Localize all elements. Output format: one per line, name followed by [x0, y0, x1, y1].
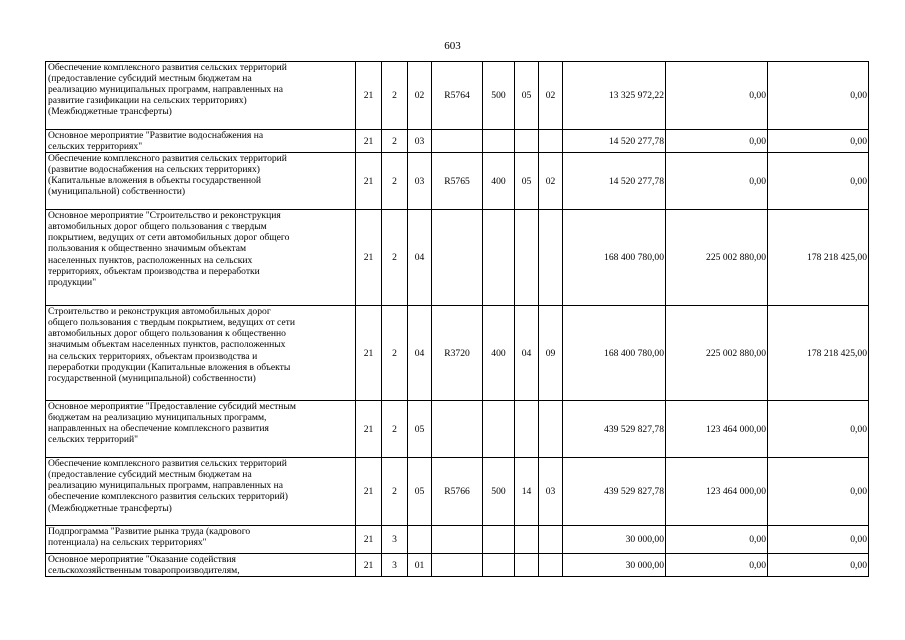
cell-expense-type	[483, 401, 515, 458]
cell-activity: 03	[408, 130, 432, 153]
cell-expense-type: 500	[483, 458, 515, 526]
cell-subsection: 09	[539, 306, 563, 401]
budget-table	[45, 61, 869, 577]
cell-amount-2: 0,00	[666, 62, 768, 130]
table-row	[46, 62, 869, 130]
cell-amount-2: 0,00	[666, 554, 768, 577]
cell-subsection: 02	[539, 153, 563, 210]
cell-section	[515, 554, 539, 577]
cell-activity	[408, 526, 432, 554]
cell-gp: 21	[356, 130, 382, 153]
cell-expense-type	[483, 210, 515, 306]
cell-expense-type: 400	[483, 153, 515, 210]
cell-section: 05	[515, 62, 539, 130]
table-body	[46, 62, 869, 577]
row-description: Строительство и реконструкция автомобильных дорог общего пользования с твердым покрытием, ведущих от сети автомобильных дорог общего пользования к общественно значимым объектам населенных пунктов, расположенных на сельских территориях, объектам производства и переработки продукции (Капитальные вложения в объекты государственной (муниципальной) собственности)	[46, 306, 356, 401]
cell-section	[515, 401, 539, 458]
cell-amount-3: 0,00	[768, 401, 869, 458]
cell-expense-type	[483, 554, 515, 577]
cell-amount-1: 439 529 827,78	[563, 458, 666, 526]
cell-section: 05	[515, 153, 539, 210]
row-description: Обеспечение комплексного развития сельских территорий (развитие водоснабжения на сельских территориях) (Капитальные вложения в объекты государственной (муниципальной) собственности)	[46, 153, 356, 210]
row-description: Основное мероприятие "Строительство и реконструкция автомобильных дорог общего пользования с твердым покрытием, ведущих от сети автомобильных дорог общего пользования к общественно значимым объектам населенных пунктов, расположенных на сельских территориях, объектам производства и переработки продукции"	[46, 210, 356, 306]
cell-amount-1: 13 325 972,22	[563, 62, 666, 130]
cell-subsection	[539, 554, 563, 577]
cell-amount-1: 30 000,00	[563, 554, 666, 577]
cell-section	[515, 210, 539, 306]
cell-target-code	[432, 526, 483, 554]
table-row	[46, 153, 869, 210]
cell-gp: 21	[356, 554, 382, 577]
cell-target-code: R5764	[432, 62, 483, 130]
cell-activity: 03	[408, 153, 432, 210]
cell-amount-1: 14 520 277,78	[563, 153, 666, 210]
cell-activity: 05	[408, 458, 432, 526]
cell-target-code	[432, 210, 483, 306]
cell-gp: 21	[356, 306, 382, 401]
cell-amount-1: 168 400 780,00	[563, 306, 666, 401]
cell-expense-type: 400	[483, 306, 515, 401]
cell-amount-3: 0,00	[768, 458, 869, 526]
table-row	[46, 458, 869, 526]
cell-target-code: R5765	[432, 153, 483, 210]
cell-gp: 21	[356, 401, 382, 458]
cell-subprogram: 2	[382, 306, 408, 401]
cell-amount-2: 225 002 880,00	[666, 210, 768, 306]
cell-amount-3: 0,00	[768, 526, 869, 554]
cell-amount-3: 178 218 425,00	[768, 210, 869, 306]
table-row	[46, 306, 869, 401]
cell-amount-1: 168 400 780,00	[563, 210, 666, 306]
page-number: 603	[444, 40, 461, 52]
row-description: Обеспечение комплексного развития сельских территорий (предоставление субсидий местным бюджетам на реализацию муниципальных программ, направленных на развитие газификации на сельских территориях) (Межбюджетные трансферты)	[46, 62, 356, 130]
cell-expense-type: 500	[483, 62, 515, 130]
cell-gp: 21	[356, 458, 382, 526]
cell-section	[515, 526, 539, 554]
cell-activity: 02	[408, 62, 432, 130]
cell-expense-type	[483, 130, 515, 153]
cell-expense-type	[483, 526, 515, 554]
cell-gp: 21	[356, 153, 382, 210]
table-row	[46, 401, 869, 458]
cell-amount-3: 0,00	[768, 153, 869, 210]
cell-activity: 01	[408, 554, 432, 577]
cell-amount-1: 14 520 277,78	[563, 130, 666, 153]
cell-subsection	[539, 526, 563, 554]
table-row	[46, 526, 869, 554]
table-row	[46, 130, 869, 153]
cell-amount-3: 0,00	[768, 554, 869, 577]
cell-amount-3: 0,00	[768, 62, 869, 130]
row-description: Основное мероприятие "Развитие водоснабжения на сельских территориях"	[46, 130, 356, 153]
cell-amount-2: 123 464 000,00	[666, 458, 768, 526]
cell-subprogram: 3	[382, 554, 408, 577]
cell-section: 04	[515, 306, 539, 401]
cell-target-code: R5766	[432, 458, 483, 526]
cell-amount-3: 0,00	[768, 130, 869, 153]
cell-subprogram: 2	[382, 130, 408, 153]
cell-activity: 05	[408, 401, 432, 458]
cell-subprogram: 2	[382, 401, 408, 458]
cell-target-code	[432, 130, 483, 153]
cell-subprogram: 2	[382, 210, 408, 306]
row-description: Обеспечение комплексного развития сельских территорий (предоставление субсидий местным бюджетам на реализацию муниципальных программ, направленных на обеспечение комплексного развития сельских территорий) (Межбюджетные трансферты)	[46, 458, 356, 526]
row-description: Основное мероприятие "Оказание содействия сельскохозяйственным товаропроизводителям,	[46, 554, 356, 577]
cell-amount-1: 30 000,00	[563, 526, 666, 554]
cell-target-code	[432, 401, 483, 458]
table-row	[46, 554, 869, 577]
cell-gp: 21	[356, 526, 382, 554]
cell-section	[515, 130, 539, 153]
cell-amount-2: 123 464 000,00	[666, 401, 768, 458]
cell-amount-2: 0,00	[666, 153, 768, 210]
cell-gp: 21	[356, 62, 382, 130]
cell-subsection: 03	[539, 458, 563, 526]
cell-subprogram: 2	[382, 62, 408, 130]
cell-section: 14	[515, 458, 539, 526]
cell-amount-3: 178 218 425,00	[768, 306, 869, 401]
cell-subsection	[539, 130, 563, 153]
cell-subsection	[539, 401, 563, 458]
cell-activity: 04	[408, 210, 432, 306]
cell-target-code: R3720	[432, 306, 483, 401]
cell-amount-1: 439 529 827,78	[563, 401, 666, 458]
cell-subprogram: 3	[382, 526, 408, 554]
cell-amount-2: 0,00	[666, 130, 768, 153]
cell-target-code	[432, 554, 483, 577]
table-row	[46, 210, 869, 306]
cell-gp: 21	[356, 210, 382, 306]
row-description: Подпрограмма "Развитие рынка труда (кадрового потенциала) на сельских территориях"	[46, 526, 356, 554]
cell-activity: 04	[408, 306, 432, 401]
cell-subsection: 02	[539, 62, 563, 130]
cell-amount-2: 0,00	[666, 526, 768, 554]
row-description: Основное мероприятие "Предоставление субсидий местным бюджетам на реализацию муниципальных программ, направленных на обеспечение комплексного развития сельских территорий"	[46, 401, 356, 458]
cell-subprogram: 2	[382, 153, 408, 210]
cell-subsection	[539, 210, 563, 306]
cell-amount-2: 225 002 880,00	[666, 306, 768, 401]
cell-subprogram: 2	[382, 458, 408, 526]
